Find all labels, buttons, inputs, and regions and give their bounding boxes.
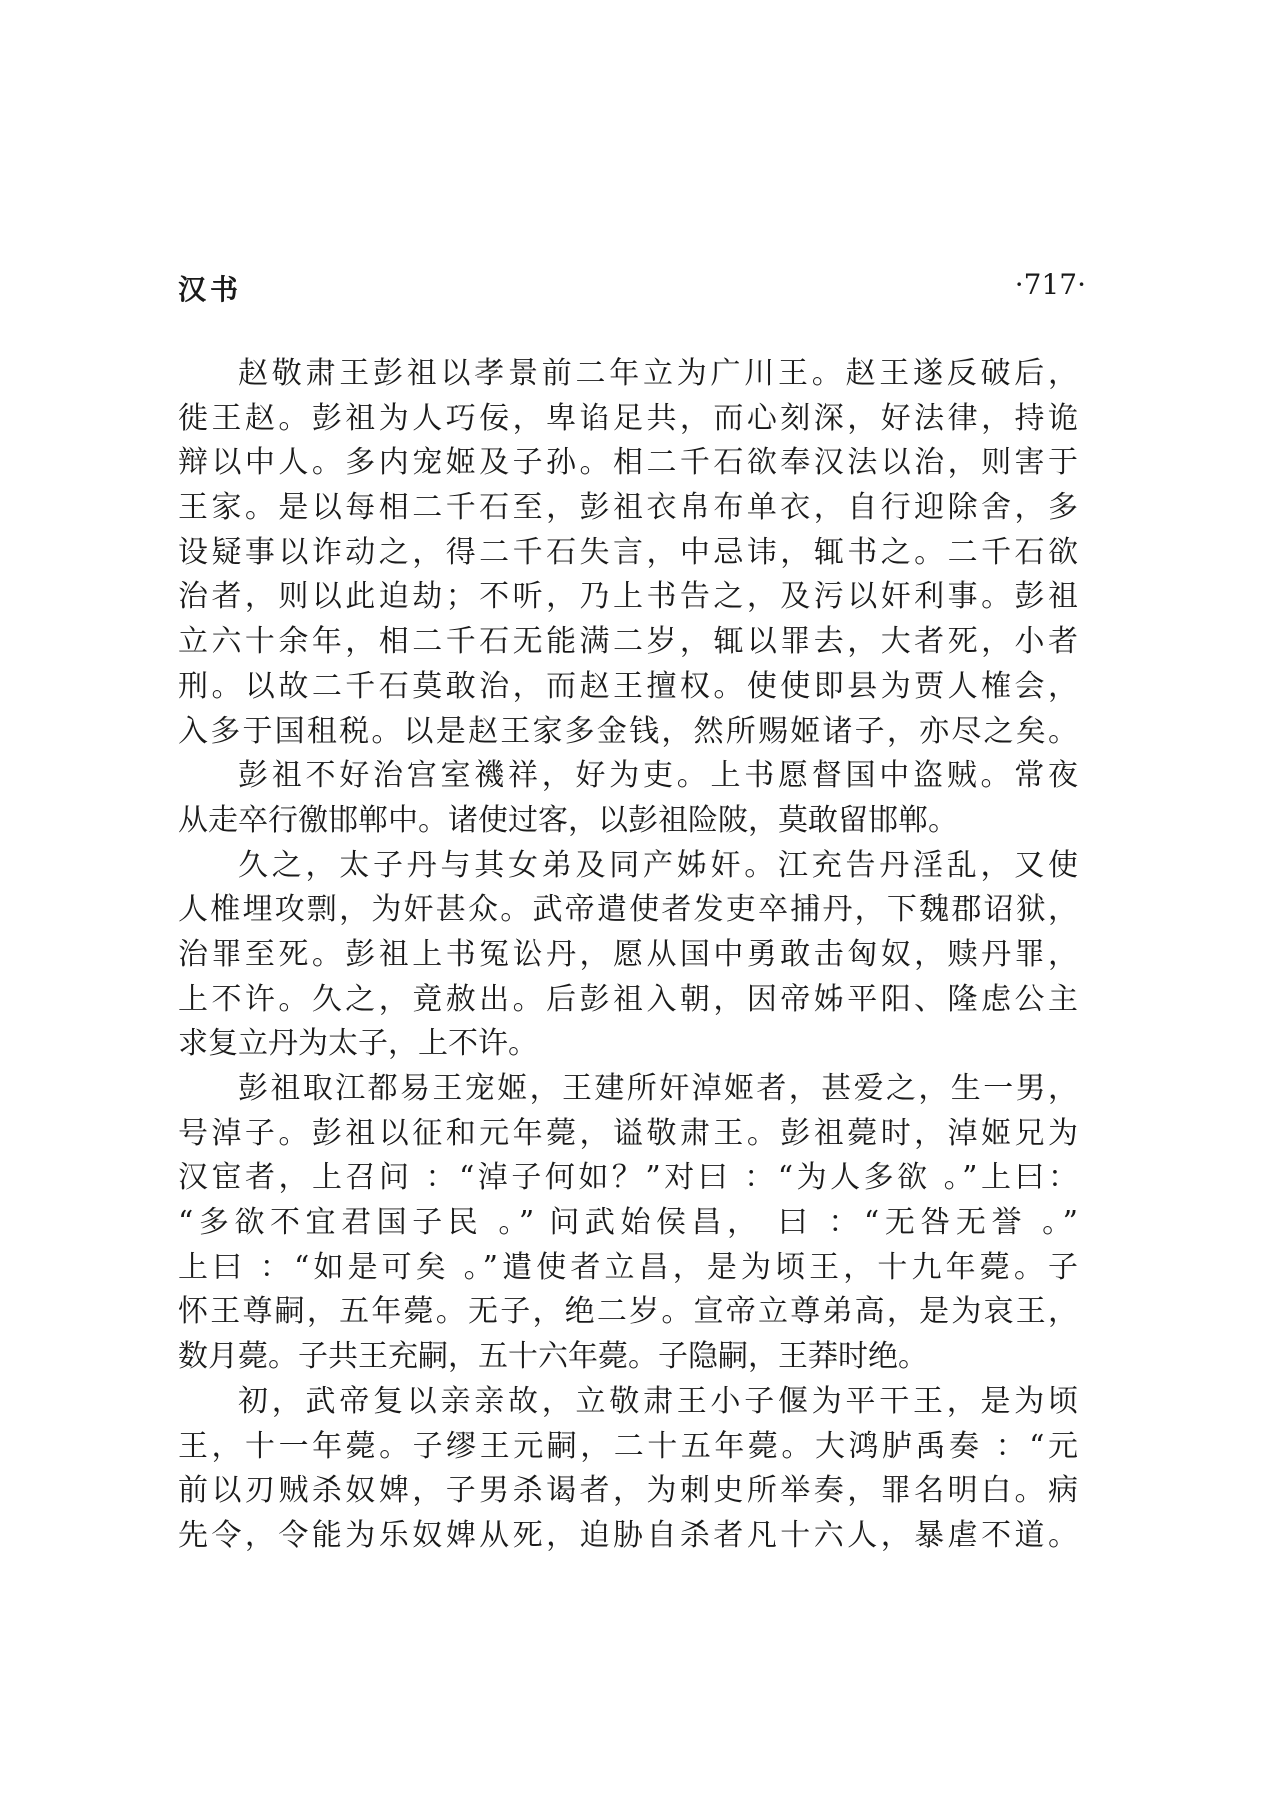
paragraph (178, 352, 1078, 754)
text-line: 久之，太子丹与其女弟及同产姊奸。江充告丹淫乱，又使 (238, 847, 1078, 883)
text-line: 徙王赵。彭祖为人巧佞，卑谄足共，而心刻深，好法律，持诡 (178, 400, 1078, 436)
text-line: 怀王尊嗣，五年薨。无子，绝二岁。宣帝立尊弟高，是为哀王， (178, 1294, 1078, 1330)
text-line: 彭祖不好治宫室禨祥，好为吏。上书愿督国中盗贼。常夜 (238, 758, 1078, 794)
text-line: 治者，则以此迫劫；不听，乃上书告之，及污以奸利事。彭祖 (178, 579, 1078, 615)
text-line: 求复立丹为太子，上不许。 (178, 1026, 538, 1062)
text-line: “多欲不宜君国子民 。” 问武始侯昌， 曰 ：“无咎无誉 。” (178, 1205, 1078, 1241)
text-line: 设疑事以诈动之，得二千石失言，中忌讳，辄书之。二千石欲 (178, 534, 1078, 570)
body-text (178, 352, 1078, 1559)
text-line: 初，武帝复以亲亲故，立敬肃王小子偃为平干王，是为顷 (238, 1383, 1078, 1419)
text-line: 辩以中人。多内宠姬及子孙。相二千石欲奉汉法以治，则害于 (178, 445, 1078, 481)
text-line: 前以刃贼杀奴婢，子男杀谒者，为刺史所举奏，罪名明白。病 (178, 1473, 1078, 1509)
text-line: 从走卒行徼邯郸中。诸使过客，以彭祖险陂，莫敢留邯郸。 (178, 802, 958, 838)
text-line: 立六十余年，相二千石无能满二岁，辄以罪去，大者死，小者 (178, 624, 1078, 660)
text-line: 治罪至死。彭祖上书冤讼丹，愿从国中勇敢击匈奴，赎丹罪， (178, 936, 1078, 972)
text-line: 赵敬肃王彭祖以孝景前二年立为广川王。赵王遂反破后， (238, 356, 1078, 391)
page-number: ·717· (1014, 268, 1086, 301)
text-line: 入多于国租税。以是赵王家多金钱，然所赐姬诸子，亦尽之矣。 (178, 713, 1078, 749)
text-line: 人椎埋攻剽，为奸甚众。武帝遣使者发吏卒捕丹，下魏郡诏狱， (178, 892, 1078, 928)
book-title: 汉书 (178, 273, 243, 306)
text-line: 刑。以故二千石莫敢治，而赵王擅权。使使即县为贾人榷会， (178, 668, 1078, 704)
text-line: 王家。是以每相二千石至，彭祖衣帛布单衣，自行迎除舍，多 (178, 490, 1078, 526)
text-line: 彭祖取江都易王宠姬，王建所奸淖姬者，甚爱之，生一男， (238, 1071, 1078, 1106)
text-line: 先令，令能为乐奴婢从死，迫胁自杀者凡十六人，暴虐不道。 (178, 1517, 1078, 1553)
text-line: 上不许。久之，竟赦出。后彭祖入朝，因帝姊平阳、隆虑公主 (178, 981, 1078, 1017)
running-head (178, 268, 1086, 312)
text-line: 王，十一年薨。子缪王元嗣，二十五年薨。大鸿胪禹奏 ：“元 (178, 1428, 1078, 1464)
text-line: 号淖子。彭祖以征和元年薨，谥敬肃王。彭祖薨时，淖姬兄为 (178, 1115, 1078, 1151)
text-line: 汉宦者，上召问 ：“淖子何如？”对曰 ：“为人多欲 。”上曰： (178, 1160, 1078, 1196)
text-line: 上曰 ：“如是可矣 。”遣使者立昌，是为顷王，十九年薨。子 (178, 1249, 1078, 1285)
paragraph (178, 1067, 1078, 1380)
paragraph (178, 1380, 1078, 1559)
paragraph (178, 754, 1078, 843)
text-line: 数月薨。子共王充嗣，五十六年薨。子隐嗣，王莽时绝。 (178, 1339, 928, 1375)
paragraph (178, 844, 1078, 1067)
